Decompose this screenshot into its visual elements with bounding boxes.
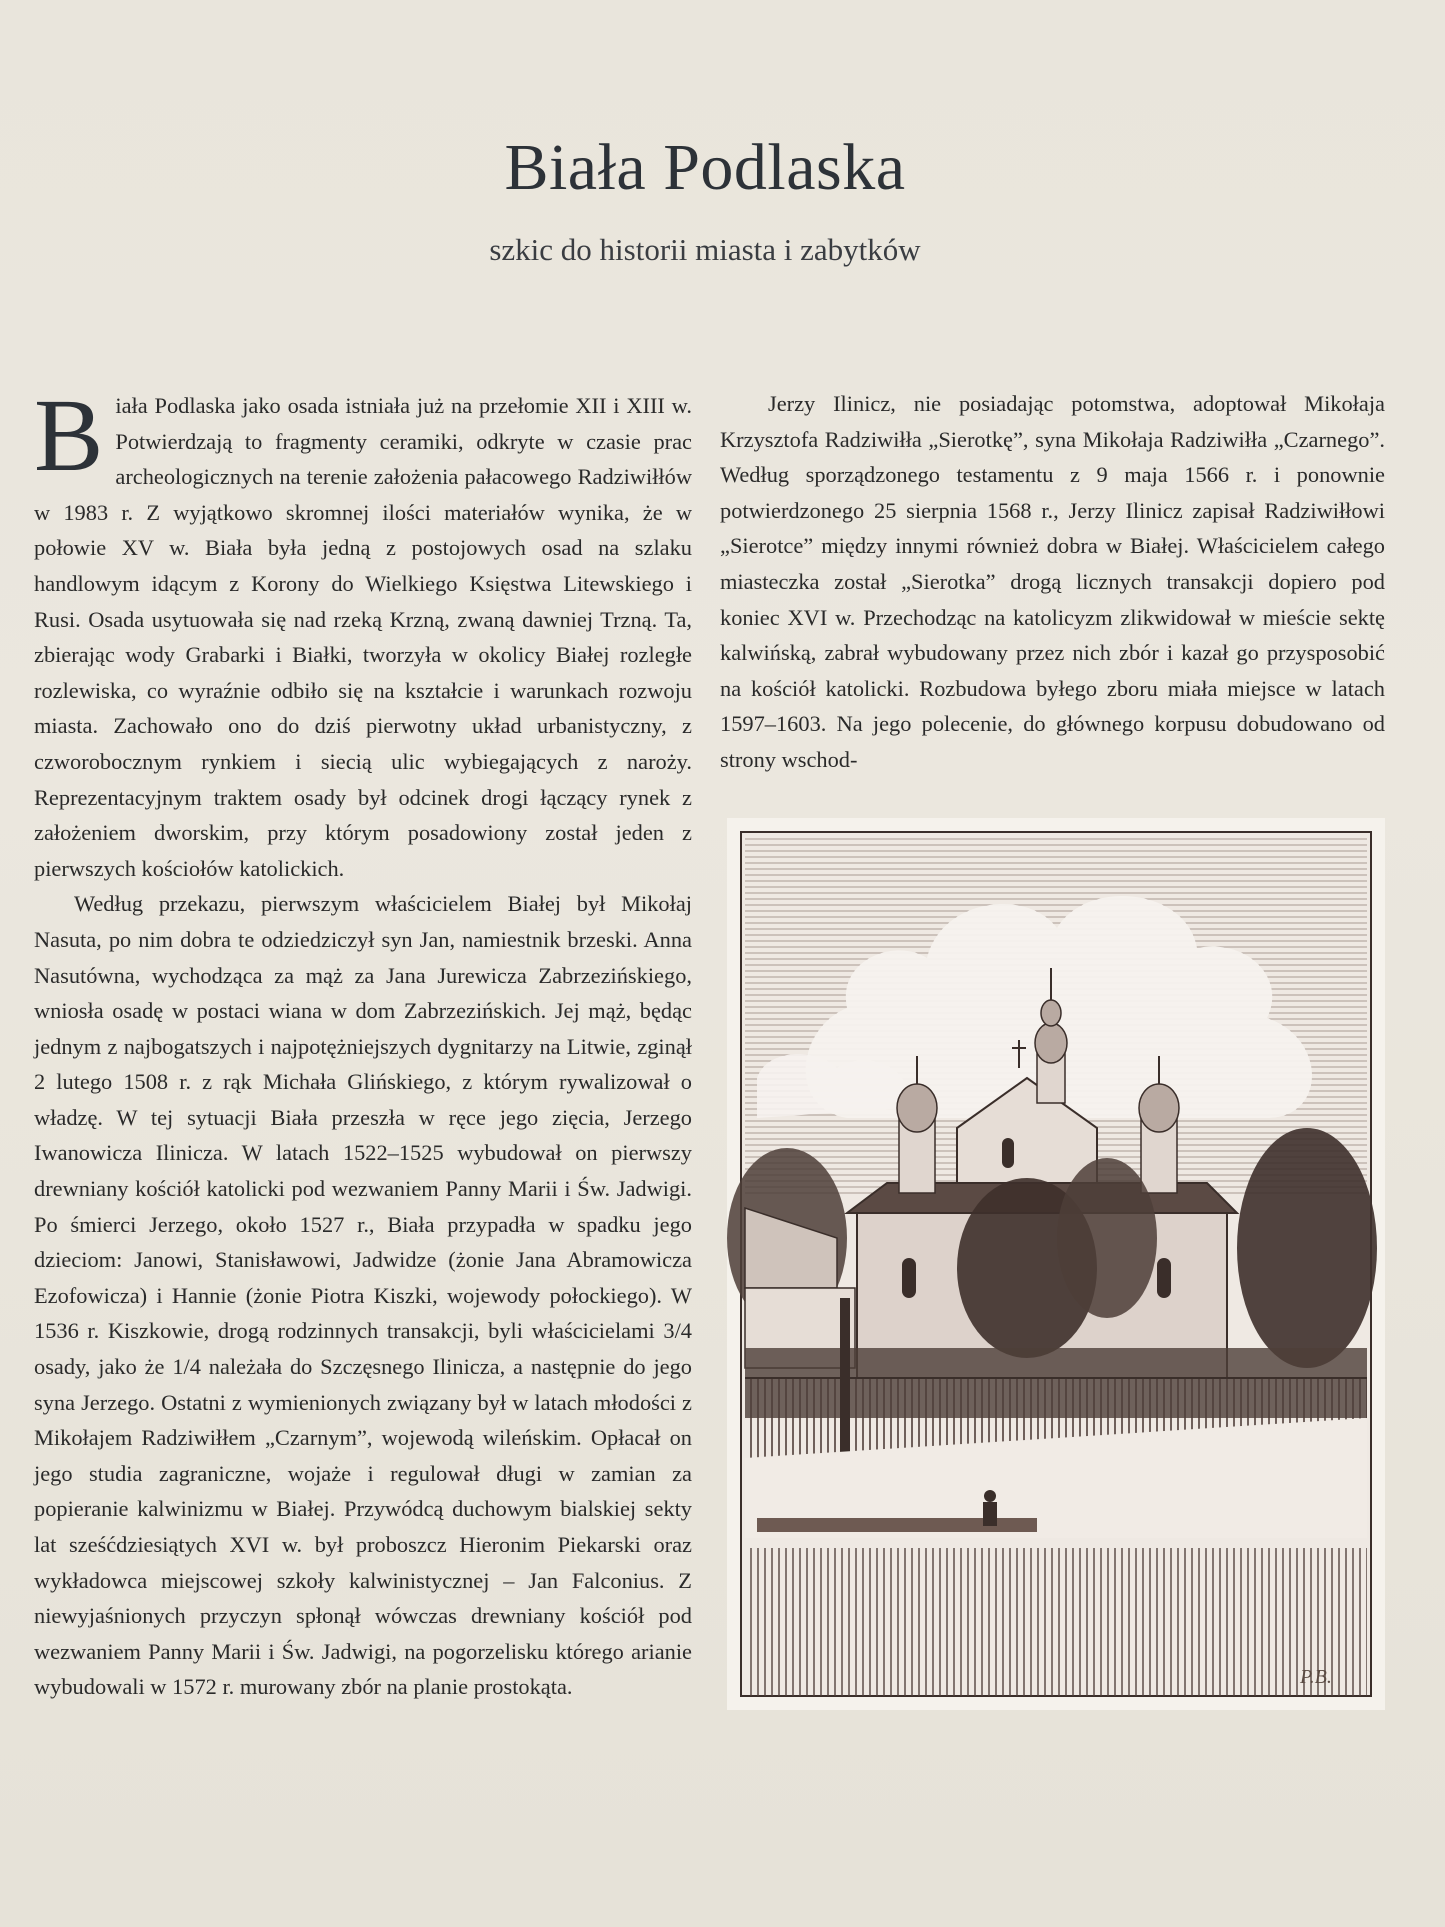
engraving-drawing [727, 818, 1385, 1710]
right-text-column [720, 386, 1385, 778]
artist-signature: P.B. [1300, 1666, 1332, 1688]
left-paragraph-1 [34, 378, 692, 886]
church-engraving-illustration [727, 818, 1385, 1710]
right-paragraph-1: Jerzy Ilinicz, nie posiadając potomstwa, adoptował Mikołaja Krzysztofa Radziwiłła „Sierotkę”, syna Mikołaja Radziwiłła „Czarnego”. Według sporządzonego testamentu z 9 maja 1566 r. i ponownie potwierdzonego 25 sierpnia 1568 r., Jerzy Ilinicz zapisał Radziwiłłowi „Sierotce” między innymi również dobra w Białej. Właścicielem całego miasteczka został „Sierotka” drogą licznych transakcji dopiero pod koniec XVI w. Przechodząc na katolicyzm zlikwidował w mieście sektę kalwińską, zabrał wybudowany przez nich zbór i kazał go przysposobić na kościół katolicki. Rozbudowa byłego zboru miała miejsce w latach 1597–1603. Na jego polecenie, do głównego korpusu dobudowano od strony wschod- [720, 391, 1385, 772]
left-paragraph-1-text: iała Podlaska jako osada istniała już na przełomie XII i XIII w. Potwierdzają to fragmenty ceramiki, odkryte w czasie prac archeologicznych na terenie założenia pałacowego Radziwiłłów w 1983 r. Z wyjątkowo skromnej ilości materiałów wynika, że w połowie XV w. Biała była jedną z postojowych osad na szlaku handlowym idącym z Korony do Wielkiego Księstwa Litewskiego i Rusi. Osada usytuowała się nad rzeką Krzną, zwaną dawniej Trzną. Ta, zbierając wody Grabarki i Białki, tworzyła w okolicy Białej rozległe rozlewiska, co wyraźnie odbiło się na kształcie i warunkach rozwoju miasta. Zachowało ono do dziś pierwotny układ urbanistyczny, z czworobocznym rynkiem i siecią ulic wybiegających z naroży. Reprezentacyjnym traktem osady był odcinek drogi łączący rynek z założeniem dworskim, przy którym posadowiony został jeden z pierwszych kościołów katolickich. [34, 393, 692, 881]
page-title: Biała Podlaska [504, 131, 906, 204]
drop-cap: B [34, 378, 104, 493]
page-subtitle: szkic do historii miasta i zabytków [489, 232, 921, 267]
left-paragraph-2: Według przekazu, pierwszym właścicielem Białej był Mikołaj Nasuta, po nim dobra te odziedziczył syn Jan, namiestnik brzeski. Anna Nasutówna, wychodząca za mąż za Jana Jurewicza Zabrzezińskiego, wniosła osadę w postaci wiana w dom Zabrzezińskich. Jej mąż, będąc jednym z najbogatszych i najpotężniejszych dygnitarzy na Litwie, zginął 2 lutego 1508 r. z rąk Michała Glińskiego, z którym rywalizował o władzę. W tej sytuacji Biała przeszła w ręce jego zięcia, Jerzego Iwanowicza Ilinicza. W latach 1522–1525 wybudował on pierwszy drewniany kościół katolicki pod wezwaniem Panny Marii i Św. Jadwigi. Po śmierci Jerzego, około 1527 r., Biała przypadła w spadku jego dzieciom: Janowi, Stanisławowi, Jadwidze (żonie Jana Abramowicza Ezofowicza) i Hannie (żonie Piotra Kiszki, wojewody połockiego). W 1536 r. Kiszkowie, drogą rodzinnych transakcji, byli właścicielami 3/4 osady, jako że 1/4 należała do Szczęsnego Ilinicza, a następnie do jego syna Jerzego. Ostatni z wymienionych związany był w latach młodości z Mikołajem Radziwiłłem „Czarnym”, wojewodą wileńskim. Opłacał on jego studia zagraniczne, wojaże i regulował długi w zamian za popieranie kalwinizmu w Białej. Przywódcą duchowym bialskiej sekty lat sześćdziesiątych XVI w. był proboszcz Hieronim Piekarski oraz wykładowca miejscowej szkoły kalwinistycznej – Jan Falconius. Z niewyjaśnionych przyczyn spłonął wówczas drewniany kościół pod wezwaniem Panny Marii i Św. Jadwigi, na pogorzelisku którego arianie wybudowali w 1572 r. murowany zbór na planie prostokąta. [34, 891, 692, 1700]
left-text-column [34, 378, 692, 1705]
